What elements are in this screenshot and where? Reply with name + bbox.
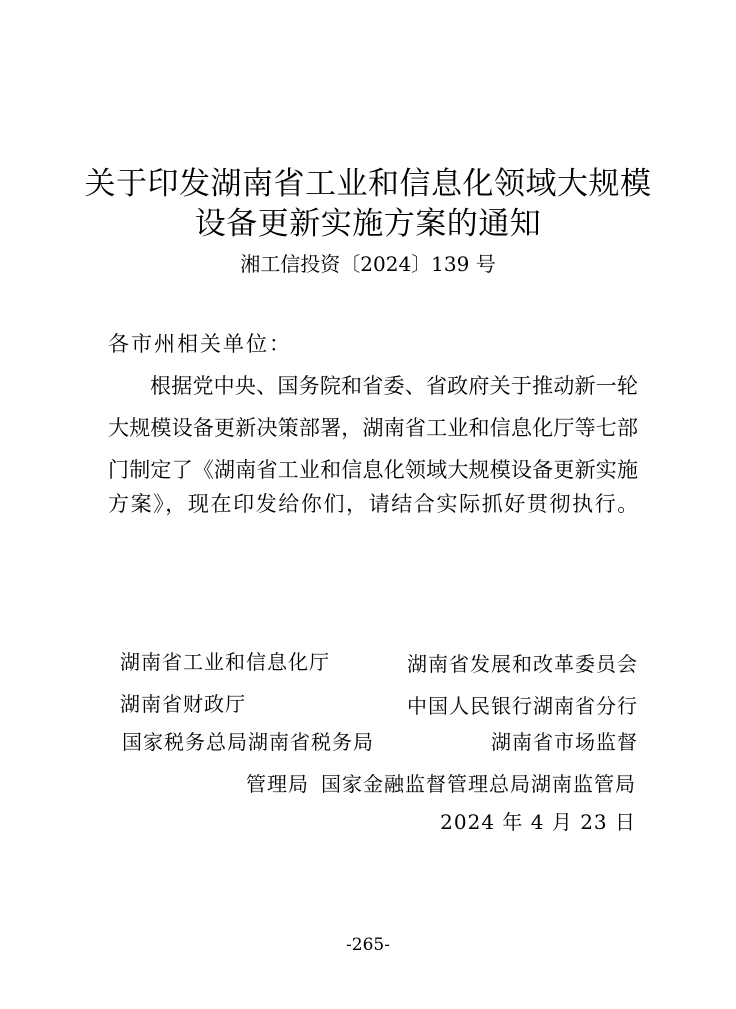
page-number: -265- xyxy=(346,935,390,955)
body-line: 根据党中央、国务院和省委、省政府关于推动新一轮 xyxy=(150,374,638,398)
title-line-2: 设备更新实施方案的通知 xyxy=(194,206,542,242)
issuer-pboc-hunan-branch: 中国人民银行湖南省分行 xyxy=(407,694,638,718)
document-number: 湘工信投资〔2024〕139 号 xyxy=(240,252,496,276)
body-line: 大规模设备更新决策部署，湖南省工业和信息化厅等七部 xyxy=(108,416,638,440)
body-line: 方案》，现在印发给你们，请结合实际抓好贯彻执行。 xyxy=(108,492,640,516)
issuer-hunan-tax-bureau: 国家税务总局湖南省税务局 xyxy=(122,730,374,754)
issuer-nfra-hunan-bureau: 国家金融监督管理总局湖南监管局 xyxy=(321,772,636,796)
issuer-row-4 xyxy=(246,770,636,798)
issuer-hunan-industry-it-dept: 湖南省工业和信息化厅 xyxy=(120,650,330,674)
body-line: 门制定了《湖南省工业和信息化领域大规模设备更新实施 xyxy=(108,458,638,482)
issuer-hunan-finance-dept: 湖南省财政厅 xyxy=(120,692,246,716)
title-line-1: 关于印发湖南省工业和信息化领域大规模 xyxy=(84,166,652,202)
salutation: 各市州相关单位： xyxy=(108,332,292,356)
issue-date: 2024 年 4 月 23 日 xyxy=(440,810,636,834)
issuer-hunan-development-reform: 湖南省发展和改革委员会 xyxy=(407,652,638,676)
issuer-market-supervision-continuation: 管理局 xyxy=(246,772,309,796)
issuer-hunan-market-supervision: 湖南省市场监督 xyxy=(491,730,638,754)
